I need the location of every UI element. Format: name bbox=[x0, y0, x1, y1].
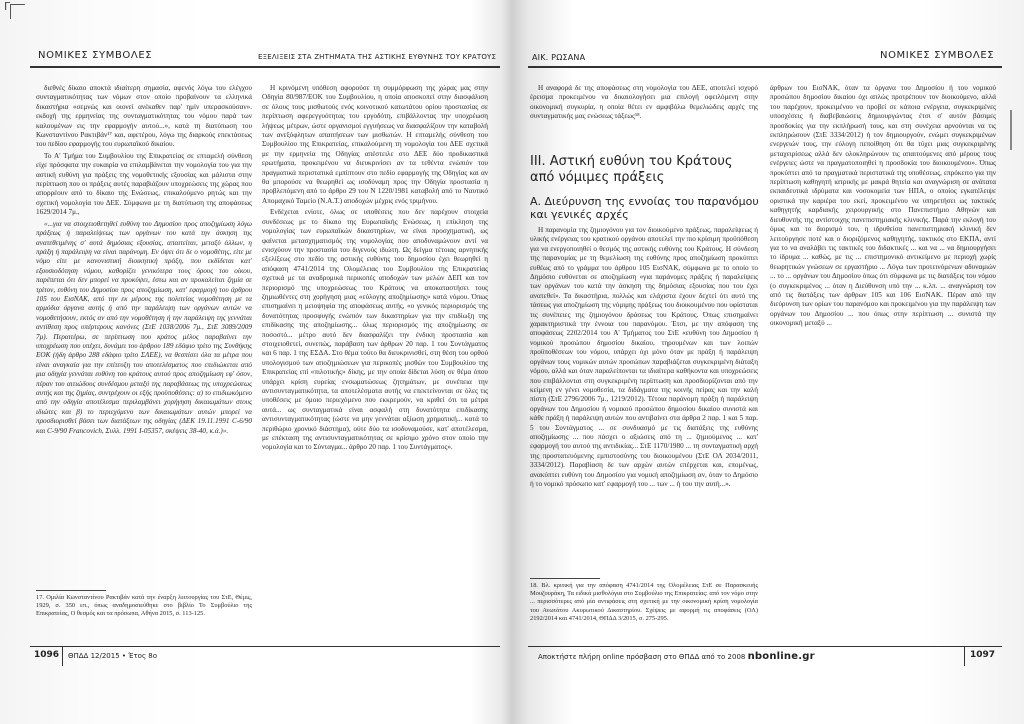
crop-mark bbox=[10, 4, 25, 19]
footnote-rule bbox=[36, 590, 106, 591]
right-column-1-intro bbox=[530, 84, 758, 144]
paragraph: Η παρανομία της ζημιογόνου για τον διοικούμενο πράξεως, παραλείψεως ή υλικής ενέργειας του κρατικού οργάνου αποτελεί την πιο κρίσιμη προϋπόθεση για να ενεργοποιηθεί ο θεσμός της αστικής ευθύνης του Κράτους. Η σύνδεση της παρανομίας με τη θεμελίωση της ευθύνης προς αποζημίωση προκύπτει ευθέως από το γράμμα του άρθρου 105 ΕισΝΑΚ, σύμφωνα με το οποίο το Δημόσιο ευθύνεται σε αποζημίωση «για παράνομες πράξεις ή παραλείψεις των οργάνων του κατά την άσκηση της δημόσιας εξουσίας που του έχει ανατεθεί». Τα δικαστήρια, πολλώς και ελάχιστα έχουν δεχτεί ότι αυτό της τάσεως για αποζημίωση της νόμιμης πράξεως του διοικουμένου που υφίσταται τις συνέπειες της ζημιογόνου δράσεως του Κράτους. Όπως επισημαίνει χαρακτηριστικά την έννοια του παρανόμου. Έτσι, με την απόφαση της αποφάσεως 2202/2014 του Α' Τμήματος του ΣτΕ «ευθύνη του Δημοσίου ή νομικού προσώπου δημοσίου δικαίου, τηρουμένων και των λοιπών προϋποθέσεων του νόμου, υπάρχει όχι μόνο όταν με πράξη ή παράλειψη οργάνων τους νομικών αυτών προσώπων παραβιάζεται συγκεκριμένη διάταξη νόμου, αλλά και όταν παραλείπονται τα ιδιαίτερα καθήκοντα και υποχρεώσεις που επιβάλλονται στη συγκεκριμένη περίπτωση και προσδιορίζονται από την κείμενη εν γένει νομοθεσία, τα διδάγματα της κοινής πείρας και την καλή πίστη (ΣτΕ 2796/2006 7μ., 1219/2012). Τέτοια παράνομη πράξη ή παράλειψη οργάνων του Δημοσίου ή νομικού προσώπου δημοσίου δικαίου συνιστά και κάθε πράξη ή παράλειψη αυτών που αντιβαίνει στα άρθρα 2 παρ. 1 και 5 παρ. 5 του Συντάγματος ... σε συνδυασμό με τις διατάξεις της ευθύνης αποζημίωσης ... που πάσχει ο αξιώσεις από τη ... ζημιούμενος ... κατ' εφαρμογή του αυτού της αντιδικίας... ΣτΕ 1170/1980 ... τη συνταγματική αρχή της προστατευόμενης εμπιστοσύνης του διοικουμένου (ΣτΕ ΟΛ 2034/2011, 3334/2012). Παραβίαση δε των αρχών αυτών επέρχεται και, επομένως, ανακύπτει ευθύνη του Δημοσίου για νομική αποζημίωση αν, όταν το Δημόσιο ή το νομικό πρόσωπο κατ' εφαρμογή του ... των ... ή του την αυτή...». bbox=[530, 226, 758, 488]
paragraph: Το Α' Τμήμα του Συμβουλίου της Επικρατείας σε επταμελή σύνθεση είχε πρόσφατα την ευκαιρία να επιλαμβάνεται την νομολογία του για την αστική ευθύνη για πράξεις της νομοθετικής εξουσίας και μάλιστα στην περίπτωση που οι πράξεις αυτές παραβιάζουν υποχρεώσεις της χώρας που απορρέουν από το δίκαιο της Ενώσεως, επικαλούμενο ρητώς και την σχετική νομολογία του ΔΕΕ. Σύμφωνα με τη διατύπωση της αποφάσεως 1629/2014 7μ., bbox=[36, 151, 252, 217]
online-access-promo bbox=[538, 651, 815, 662]
quotation-paragraph: «...για να στοιχειοθετηθεί ευθύνη του Δημοσίου προς αποζημίωση λόγω πράξεως ή παραλείψεως των οργάνων του κατά την άσκηση της ανατεθειμένης σ' αυτά δημόσιας εξουσίας, απαιτείται, μεταξύ άλλων, η πράξη ή παράλειψη να είναι παράνομη. Εν όψει ότι δε ο νομοθέτης, είτε με νόμο είτε με κανονιστική διοικητική πράξη, που εκδίδεται κατ' εξουσιοδότηση νόμου, καθορίζει γενικότερα τους όρους του οίκου, παρέπεται ότι δεν μπορεί να προκύψει, έστω και αν προκαλείται ζημία σε τρίτον, ευθύνη του Δημοσίου προς αποζημίωση, κατ' εφαρμογή του άρθρου 105 του ΕισΝΑΚ, από την εκ μέρους της πολιτείας νομοθέτηση με τα αρμόδια όργανα αυτής ή από την παράλειψη των οργάνων αυτών να νομοθετήσουν, εκτός αν από την νομοθέτηση ή την παράλειψη της γεννάται αντίθεση προς υπέρτερους κανόνες (ΣτΕ 1038/2006 7μ., ΣτΕ 3089/2009 7μ). Περαιτέρω, σε περίπτωση που κράτος μέλος παραβαίνει την υποχρέωση που υπέχει, δυνάμει του άρθρου 189 εδάφιο τρίτο της Συνθήκης ΕΟΚ (ήδη άρθρο 288 εδάφιο τρίτο ΣΛΕΕ), να θεσπίσει όλα τα μέτρα που είναι αναγκαία για την επίτευξη του αποτελέσματος που επιδιώκεται από μια οδηγία γεννάται ευθύνη του κράτους αυτού προς αποζημίωση εφ' όσον, πέραν του αιτιώδους συνδέσμου μεταξύ της παραβάσεως της υποχρεώσεως αυτής και της ζημίας, συντρέχουν οι εξής προϋποθέσεις: α) το επιδιωκόμενο από την οδηγία αποτέλεσμα περιλαμβάνει χορήγηση δικαιωμάτων στους ιδιώτες και β) το περιεχόμενο των δικαιωμάτων αυτών μπορεί να προσδιορισθεί βάσει των διατάξεων της οδηγίας (ΔΕΚ 19.11.1991 C-6/90 και C-9/90 Francovich, Συλλ. 1991 I-05357, σκέψεις 38-40, κ.ά.)». bbox=[36, 219, 252, 435]
footnote-18: 18. Βλ. κριτική για την απόφαση 4741/2014 της Ολομέλειας ΣτΕ σε Παρασκευής Μουζουράκη, Τα ειδικά μισθολόγια στο Συμβούλιο της Επικρατείας: από τον νόμο στην ... περισσότερες από μία αντιφάσεις στη σχετική με την οικονομική κρίση νομολογία του Ανωτάτου Ακυρωτικού Δικαστηρίου. Σχέψεις με αφορμή τις αποφάσεις (ΟΛ) 2192/2014 και 4741/2014, ΘΠΔΔ 3/2015, σ. 275-295. bbox=[530, 582, 758, 622]
left-running-head-title: ΕΞΕΛΙΞΕΙΣ ΣΤΑ ΖΗΤΗΜΑΤΑ ΤΗΣ ΑΣΤΙΚΗΣ ΕΥΘΥΝΗΣ ΤΟΥ ΚΡΑΤΟΥΣ bbox=[258, 53, 497, 61]
paragraph: Η κρινόμενη υπόθεση αφορούσε τη συμμόρφωση της χώρας μας στην Οδηγία 80/987/ΕΟΚ του Συμβουλίου, η οποία αποσκοπεί στην διασφάλιση σε όλους τους μισθωτούς ενός κοινοτικού κατωτάτου ορίου προστασίας σε περίπτωση αφερεγγυότητας του εργοδότη, επιβάλλοντας την υποχρέωση λήψεως μέτρων, ώστε οργανισμοί εγγυήσεως να διασφαλίζουν την καταβολή των ανεξόφλητων απαιτήσεων των μισθωτών. Η επταμελής σύνθεση του Συμβουλίου της Επικρατείας, επικαλούμενη τη νομολογία του ΔΕΕ σχετικά με την ερμηνεία της Οδηγίας απέστειλε στο ΔΕΕ δύο προδικαστικά ερωτήματα, προκειμένου να διευκρινίσει αν τα τεθέντα ενώπιόν του πραγματικά περιστατικά εμπίπτουν στο πεδίο εφαρμογής της Οδηγίας και αν θα μπορούσε να θεωρηθεί ως ισοδύναμη προς την Οδηγία προστασία η προβλεπόμενη από το άρθρο 29 του Ν 1220/1981 καταβολή από το Ναυτικό Απομαχικό Ταμείο (Ν.Α.Τ.) αποδοχών μέχρις ενός τριμήνου. bbox=[262, 84, 488, 205]
right-running-head-author: ΑΙΚ. ΡΩΣΑΝΑ bbox=[532, 53, 586, 62]
page-number-divider bbox=[62, 646, 63, 666]
page-number-divider bbox=[964, 646, 965, 666]
left-page-number: 1096 bbox=[34, 650, 60, 660]
section-heading: III. Αστική ευθύνη του Κράτους από νόμιμες πράξεις bbox=[530, 154, 733, 185]
paragraph: Η αναφορά δε της αποφάσεως στη νομολογία του ΔΕΕ, αποτελεί ισχυρό έρεισμα προκειμένου να δικαιολογήσει μια επιλογή οφειλόμενη στην οικονομική συγκυρία, η οποία θέτει εν αμφιβόλω θεμελιώδεις αρχές της συνταγματικής μας ενώσεως τάξεως¹⁸. bbox=[530, 84, 758, 121]
paragraph: Ενδέχεται ενίοτε, όλως σε υποθέσεις που δεν παρέχουν στοιχεία συνδέσεως με το δίκαιο της Ευρωπαϊκής Ενώσεως, η επίκληση της νομολογίας των ευρωπαϊκών δικαστηρίων, να είναι προσχηματική, ως φαίνεται μετασχηματισμός της νομολογίας που αποδυναμώνουν αντί να ενισχύουν την προστασία του διγενούς ιδιώτη. Ως δείγμα τέτοιας αρνητικής εξελίξεως στο πεδίο της αστικής ευθύνης του δημοσίου έχει θεωρηθεί η απόφαση 4741/2014 της Ολομέλειας του Συμβουλίου της Επικρατείας σχετικά με τα αναδρομικά περικοπές αποδοχών των μελών ΔΕΠ και τον περιορισμό της υποχρεώσεως του Κράτους να αποκαταστήσει τους ζημιωθέντες στη χορήγηση μιας «εύλογης αποζημίωσης» κατά νόμου. Όπως επισημαίνει η μειοψηφία της αποφάσεως αυτής, «ο γενικός περιορισμός της δυνατότητας προσφυγής ενώπιόν των δικαστηρίων για την επιδίωξη της επιδίκασης της αποζημίωσης... όλως περιορισμός της αποζημίωσης σε ποσοστό... μέτρο αυτό δεν διασφαλίζει την ένδικη προστασία και στοιχειοθετεί, συνεπώς, παράβαση των άρθρων 20 παρ. 1 του Συντάγματος και 6 παρ. 1 της ΕΣΔΑ. Στο θέμα τούτο θα διευκρινισθεί, στη θέση του ορθού υπολογισμού των αποζημιώσεων για περικοπές μισθών του Συμβουλίου της Επικρατείας επί «πιλοτικής» δίκης, με την οποία δίδεται λύση σε θέμα όπου υπάρχει κρίση ευρείας ενσωματώσεως ζητημάτων, με συνέπεια την αντισυνταγματικότητα, τα αποτελέσματα αυτής να επεκτείνονται σε όλες τις υποθέσεις με όμοιο περιεχόμενο που εκκρεμούν, να κριθεί ότι τα μέτρα αυτά... ως συνταγματικά είναι ασφαλή στη δυνατότητα επιδίκασης αντισυνταγματικότητας (ώστε να μην γεννάται αξίωση χρηματική... κατά το περιθώριο χρονικό διάστημα), ούτε δύο τα ισοδυναμούσε, κατ' αποτέλεσμα, με επέκταση της αντισυνταγματικότητας σε κρίσιμο χρόνο στον οποίο την νομολογία και το Σύνταγμα... άρθρο 20 παρ. 1 του Συντάγματος». bbox=[262, 208, 488, 452]
left-running-head: ΝΟΜΙΚΕΣ ΣΥΜΒΟΛΕΣ bbox=[38, 50, 153, 61]
left-header-rule bbox=[30, 66, 500, 68]
paragraph: διεθνές δίκαιο αποκτά ιδιαίτερη σημασία, αφενός λόγω του ελέγχου συνταγματικότητας των νόμων στον οποίο προβαίνουν τα ελληνικά δικαστήρια «σεμνώς και οιονεί ανέκαθεν παρ' ημίν υπερασκούσαν». εκδοχή της ερμηνείας της συνταγματικότητας του νόμου παρά των καλουμένων εις την εφαρμογήν αυτού...», κατά τη διατύπωση του Κωνσταντίνου Ρακτιβάν¹⁷ και, αφετέρου, λόγω της διαρκούς επεκτάσεως του πεδίου εφαρμογής του ευρωπαϊκού δικαίου. bbox=[36, 84, 252, 149]
left-column-1 bbox=[36, 84, 252, 576]
website-link[interactable]: nbonline.gr bbox=[747, 651, 815, 662]
right-page-number: 1097 bbox=[970, 650, 996, 660]
left-footer-rule bbox=[30, 646, 500, 647]
right-column-1-body bbox=[530, 226, 758, 572]
promo-text: Αποκτήστε πλήρη online πρόσβαση στο ΘΠΔΔ από το 2008 bbox=[538, 653, 746, 661]
footnote-17: 17. Ομιλία Κωνσταντίνου Ρακτιβάν κατά την έναρξη λειτουργίας του ΣτΕ, Θέμις, 1929, σ. 350 επ., όπως αναδημοσιεύθηκε στο βιβλίο Το Συμβούλιο της Επικρατείας, Ο θεσμός και τα πρόσωπα, Αθήνα 2015, σ. 113-125. bbox=[36, 594, 252, 618]
paragraph: άρθρων του ΕισΝΑΚ, όταν τα όργανα του Δημοσίου ή του νομικού προσώπου δημοσίου δικαίου όχι απλώς προτρέπουν τον διοικούμενο, αλλά του παρέχουν, προκειμένου να προβεί σε κάποια ενέργεια, συγκεκριμένες υποσχέσεις ή διαβεβαιώσεις δημιουργώντας έτσι σ' αυτόν βάσιμες προσδοκίες για την εκπλήρωσή τους, και στη συνέχεια αρνούνται να τις εκπληρώσουν (ΣτΕ 3334/2012) ή τον δημιουργούν, ενώμει συγκεκριμένων ενεργειών τους, την εύλογη πεποίθηση ότι θα τύχει μιας συγκεκριμένης μεταχειρίσεως αλλά δεν ολοκληρώνουν τις απαιτούμενες από μέρους τους ενέργειες ώστε να πραγματοποιηθεί η προσδοκία του διοικουμένου». Όπως προκύπτει από τα πραγματικά περιστατικά της υποθέσεως, επρόκειτο για την περίπτωση καθηγητή ιατρικής με μακρά θητεία και αναγνώριση σε ανάτατα εκπαιδευτικά ιδρύματα και νοσοκομεία των ΗΠΑ, ο οποίος εγκατέλειψε οριστικά την καριέρα του εκεί, προκειμένου να υπηρετήσει ως τακτικός καθηγητής καρδιακής χειρουργικής στο Πανεπιστήμιο Αθηνών και διευθυντής της αντίστοιχης πανεπιστημιακής κλινικής. Παρά την εκλογή του όμως και το διορισμό του, η ιδρυθείσα πανεπιστημιακή κλινική δεν λειτούργησε ποτέ και ο διοριζόμενος καθηγητής, τακτικός στο ΕΚΠΑ, αντί για το να αναλάβει τις τακτικές του διδακτικές ... και να ... να δημιουργήσει το ίδρυμα ... καθώς, με τις ... επιστημονικό αντικείμενο με περιοχή χωρίς θεωρητικών γνώσεων σε εργαστήριο ... Λόγω των προτεινόμενων αδυναμιών ... το ... οργάνων του Δημοσίου όπως ότι σύμφωνα με τις διατάξεις του νόμου (ο συγκεκριμένος ... όταν η Διεύθυνση υπό την ... κ.λπ. ... αναγνώριση τον από τις διατάξεις των άρθρων 105 και 106 ΕισΝΑΚ. Πέραν από την διεύρυνση των ορίων του παρανόμου και προκειμένου για την παράλειψη των οργάνων του Δημοσίου ... που όπως στην περίπτωση ... συνιστά την οικονομική μεταξύ ... bbox=[770, 84, 996, 328]
right-header-rule bbox=[528, 66, 1002, 68]
left-column-2 bbox=[262, 84, 488, 644]
right-column-2 bbox=[770, 84, 996, 644]
journal-citation: ΘΠΔΔ 12/2015 • Έτος 8ο bbox=[68, 652, 158, 660]
scan-edge-mark bbox=[1010, 110, 1012, 150]
subsection-heading: Α. Διεύρυνση της εννοίας του παρανόμου και γενικές αρχές bbox=[530, 195, 759, 221]
corner-glyph: Γ bbox=[4, 0, 11, 13]
right-footer-rule bbox=[528, 646, 1002, 647]
right-running-head: ΝΟΜΙΚΕΣ ΣΥΜΒΟΛΕΣ bbox=[880, 50, 995, 61]
footnote-rule bbox=[530, 578, 600, 579]
